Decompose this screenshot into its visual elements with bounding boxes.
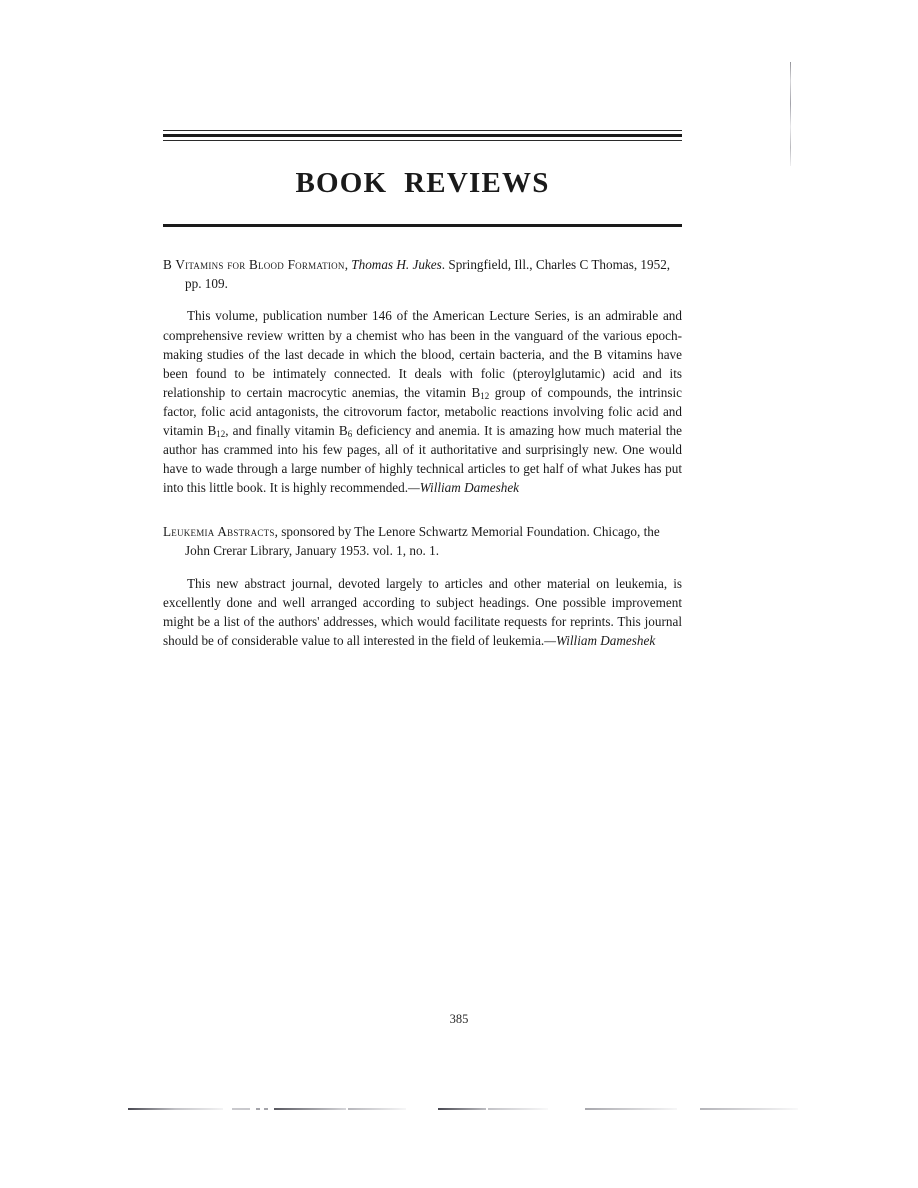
review-imprint-1: . Springfield, Ill., Charles C Thomas, 1952, pp. 109. (185, 257, 671, 291)
review-author-1: Thomas H. Jukes (351, 257, 442, 272)
review-body-1 (163, 306, 682, 497)
scan-artifact-mark (264, 1108, 268, 1110)
scan-artifact-mark (585, 1108, 677, 1110)
review-entry-1 (163, 256, 682, 497)
text-column (163, 130, 682, 663)
scan-artifact-bottom-marks (0, 1108, 918, 1114)
review-entry-2 (163, 523, 682, 650)
scan-artifact-mark (348, 1108, 406, 1110)
review-signature-2: —William Dameshek (544, 632, 656, 648)
scan-artifact-mark (438, 1108, 486, 1110)
masthead-rule-thin-bottom (163, 140, 682, 141)
review-body-2 (163, 574, 682, 650)
review-heading-2-rest: , sponsored by The Lenore Schwartz Memorial Foundation. Chicago, the John Crerar Library, January 1953. vol. 1, no. 1. (185, 524, 660, 558)
review-body-1-part-4: deficiency and anemia. It is amazing how much material the author has crammed into his few pages, all of it authoritative and surprisingly new. One would have to wade through a large number of highly technical articles to get half of what Jukes has put into this little book. It is highly recommended. (163, 422, 682, 496)
scan-artifact-mark (274, 1108, 346, 1110)
review-title-2: Leukemia Abstracts (163, 524, 275, 540)
review-heading-1 (163, 256, 682, 293)
scan-artifact-mark (232, 1108, 250, 1110)
scan-artifact-mark (700, 1108, 798, 1110)
review-title-1: B Vitamins for Blood Formation (163, 257, 345, 272)
review-heading-2 (163, 523, 682, 560)
review-heading-separator: , (344, 257, 352, 272)
subscript-b6: 6 (347, 428, 353, 439)
scan-artifact-vertical-line (790, 62, 791, 166)
review-body-1-part-1: This volume, publication number 146 of the American Lecture Series, is an admirable and comprehensive review written by a chemist who has been in the vanguard of the various epoch-making studies of the last decade in which the blood, certain bacteria, and the B vitamins have been found to be intimately connected. It deals with folic (pteroylglutamic) acid and its relationship to certain macrocytic anemias, the vitamin B (163, 308, 682, 400)
masthead-rules-top (163, 130, 682, 141)
scan-artifact-mark (128, 1108, 223, 1110)
scan-artifact-mark (488, 1108, 548, 1110)
masthead-rule-under-title (163, 224, 682, 227)
scan-artifact-mark (256, 1108, 260, 1110)
review-body-1-part-3: , and finally vitamin B (225, 422, 348, 438)
subscript-b12-first: 12 (480, 390, 490, 401)
page-title: BOOK REVIEWS (295, 167, 550, 199)
review-body-1-part-2: group of compounds, the intrinsic factor, folic acid antagonists, the citrovorum factor, metabolic reactions involving folic acid and vitamin B (163, 384, 683, 438)
page-number: 385 (449, 1012, 469, 1026)
subscript-b12-second: 12 (216, 428, 226, 439)
review-signature-1: —William Dameshek (408, 480, 520, 496)
review-body-2-text: This new abstract journal, devoted largely to articles and other material on leukemia, is excellently done and well arranged according to subject headings. One possible improvement might be a list of the authors' addresses, which would facilitate requests for reprints. This journal should be of considerable value to all interested in the field of leukemia. (163, 575, 682, 648)
